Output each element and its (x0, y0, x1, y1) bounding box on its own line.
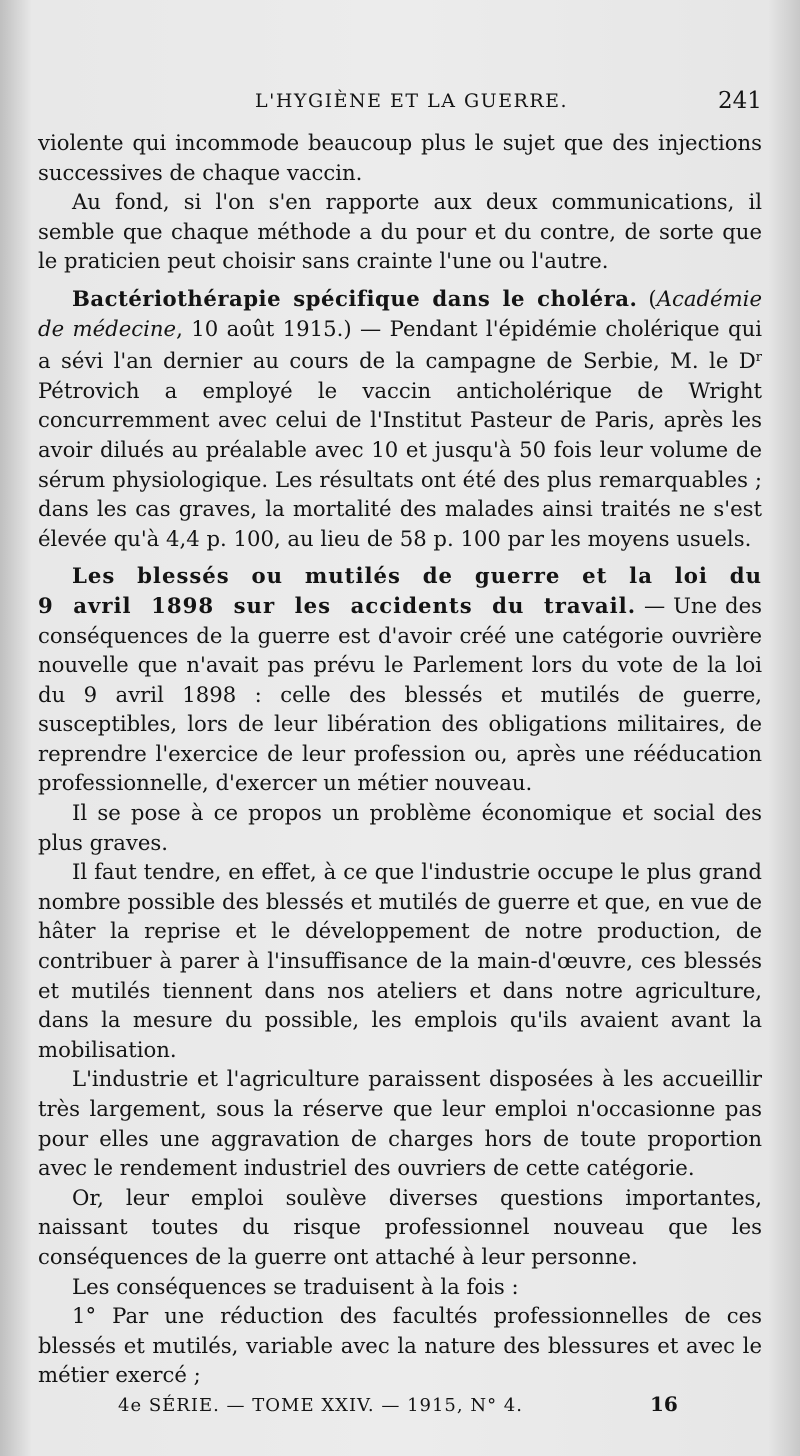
paragraph-problem: Il se pose à ce propos un problème économique et social des plus graves. (38, 800, 762, 855)
paragraph-reduction: 1° Par une réduction des facultés professionnelles de ces blessés et mutilés, variable avec la nature des blessures et avec le métier exercé ; (38, 1303, 762, 1388)
source-open: ( (637, 285, 657, 311)
sheet-number: 16 (650, 1392, 678, 1416)
paragraph-cholera-body: Pétrovich a employé le vaccin anticholérique de Wright concurremment avec celui de l'Institut Pasteur de Paris, après les avoir dilués au préalable avec 10 et jusqu'à 50 fois leur volume de sérum physiologique. Les résultats ont été des plus remarquables ; dans les cas graves, la mortalité des malades ainsi traités ne s'est élevée qu'à 4,4 p. 100, au lieu de 58 p. 100 par les moyens usuels. (38, 377, 762, 551)
section-heading-war-injured: Les blessés ou mutilés de guerre et la loi du 9 avril 1898 sur les accidents du travail. (38, 563, 762, 618)
page-footer (0, 1392, 800, 1422)
page-header (0, 88, 800, 118)
paragraph-cholera (38, 284, 762, 553)
paragraph-industry-goal: Il faut tendre, en effet, à ce que l'industrie occupe le plus grand nombre possible des blessés et mutilés de guerre et que, en vue de hâter la reprise et le développement de notre production, de contribuer à parer à l'insuffisance de la main-d'œuvre, ces blessés et mutilés tiennent dans nos ateliers et dans notre agriculture, dans la mesure du possible, les emplois qu'ils avaient avant la mobilisation. (38, 859, 762, 1062)
page-number: 241 (718, 88, 762, 114)
paragraph-consequences: Les conséquences se traduisent à la fois : (72, 1273, 519, 1299)
source-citation: Académie de médecine (38, 285, 762, 341)
signature-line: 4e SÉRIE. — TOME XXIV. — 1915, N° 4. (118, 1395, 523, 1416)
body-text (38, 128, 762, 1390)
section-heading-cholera: Bactériothérapie spécifique dans le choléra. (72, 285, 638, 311)
paragraph-questions: Or, leur emploi soulève diverses questions importantes, naissant toutes du risque professionnel nouveau que les conséquences de la guerre ont attaché à leur personne. (38, 1184, 762, 1269)
running-title: L'HYGIÈNE ET LA GUERRE. (255, 90, 569, 112)
paragraph-summary: Au fond, si l'on s'en rapporte aux deux communications, il semble que chaque méthode a du pour et du contre, de sorte que le praticien peut choisir sans crainte l'une ou l'autre. (38, 189, 762, 274)
paragraph-war-injured (38, 561, 762, 798)
paragraph-continuation: violente qui incommode beaucoup plus le sujet que des injections successives de chaque vaccin. (38, 130, 762, 185)
paragraph-industry-agriculture: L'industrie et l'agriculture paraissent disposées à les accueillir très largement, sous la réserve que leur emploi n'occasionne pas pour elles une aggravation de charges hors de toute proportion avec le rendement industriel des ouvriers de cette catégorie. (38, 1066, 762, 1181)
paragraph-war-injured-body: — Une des conséquences de la guerre est d'avoir créé une catégorie ouvrière nouvelle que n'avait pas prévu le Parlement lors du vote de la loi du 9 avril 1898 : celle des blessés et mutilés de guerre, susceptibles, lors de leur libération des obligations militaires, de reprendre l'exercice de leur profession ou, après une rééducation professionnelle, d'exercer un métier nouveau. (38, 592, 762, 796)
source-date: , 10 août 1915.) — Pendant l'épidémie cholérique qui a sévi l'an dernier au cours de la campagne de Serbie, M. le D (38, 315, 762, 374)
doctor-superscript: r (755, 350, 762, 366)
